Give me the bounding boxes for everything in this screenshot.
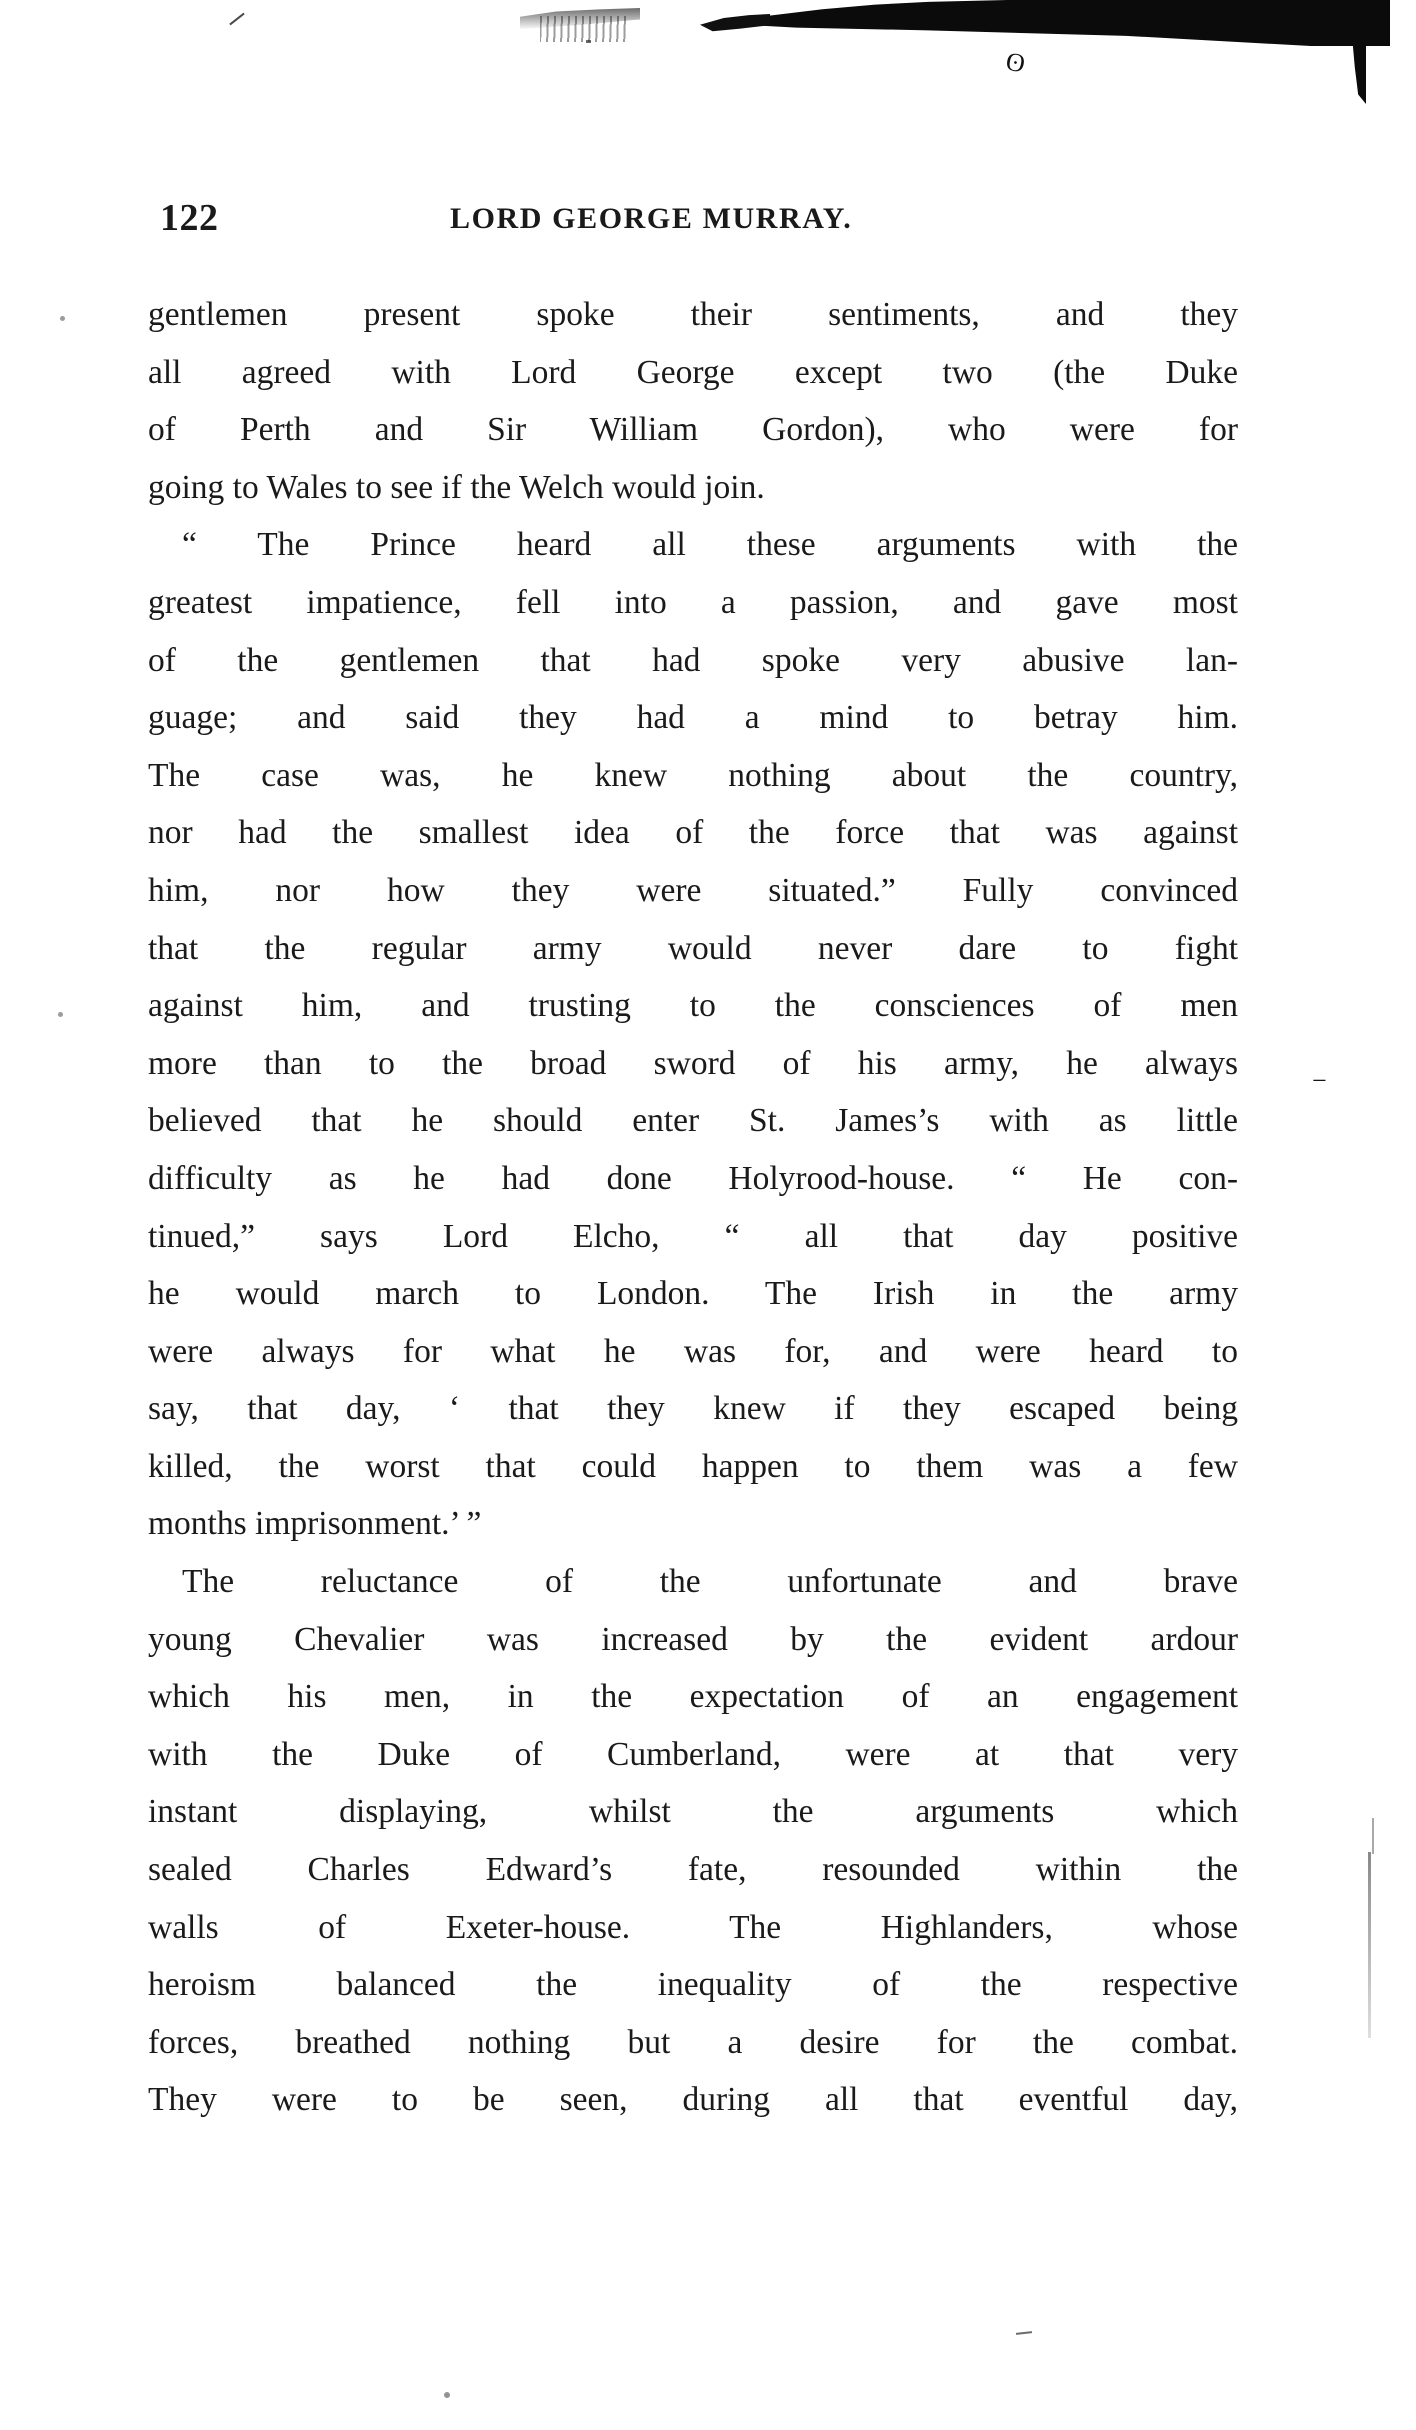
- text-line: walls of Exeter-house. The Highlanders, whose: [148, 1908, 1238, 1946]
- paragraph: [148, 1553, 1238, 2129]
- text-line: were always for what he was for, and were heard to: [148, 1332, 1238, 1370]
- handwritten-mark-icon: ʘ: [1003, 46, 1028, 79]
- scan-speck-icon: [60, 316, 65, 321]
- ink-blob-tail-icon: [1352, 36, 1366, 104]
- text-line: that the regular army would never dare to fight: [148, 929, 1238, 967]
- text-line: months imprisonment.’ ”: [148, 1505, 482, 1543]
- scan-speck-icon: [586, 40, 591, 43]
- scan-speck-icon: [444, 2392, 450, 2398]
- text-line: They were to be seen, during all that eventful day,: [148, 2081, 1238, 2119]
- paragraph: [148, 516, 1238, 1553]
- text-line: sealed Charles Edward’s fate, resounded within the: [148, 1851, 1238, 1889]
- text-line: nor had the smallest idea of the force that was against: [148, 814, 1238, 852]
- text-line: instant displaying, whilst the arguments which: [148, 1793, 1238, 1831]
- text-line: going to Wales to see if the Welch would join.: [148, 468, 765, 506]
- text-line: believed that he should enter St. James’s with as little: [148, 1102, 1238, 1140]
- text-line: of Perth and Sir William Gordon), who were for: [148, 411, 1238, 449]
- text-line: [148, 1553, 1238, 1611]
- scan-speck-icon: [1016, 2331, 1032, 2335]
- scan-tick-icon: [229, 13, 244, 26]
- text-line: The case was, he knew nothing about the country,: [148, 756, 1238, 794]
- text-line: tinued,” says Lord Elcho, “ all that day positive: [148, 1217, 1238, 1255]
- text-line: gentlemen present spoke their sentiments, and they: [148, 296, 1238, 333]
- paragraph: [148, 286, 1238, 516]
- text-line: all agreed with Lord George except two (the Duke: [148, 353, 1238, 391]
- text-line: against him, and trusting to the consciences of men: [148, 987, 1238, 1025]
- text-line-content: “ The Prince heard all these arguments with the: [182, 526, 1238, 564]
- text-line: guage; and said they had a mind to betray him.: [148, 699, 1238, 737]
- text-line: young Chevalier was increased by the evident ardour: [148, 1620, 1238, 1658]
- ink-spur-icon: [700, 14, 770, 32]
- text-line: forces, breathed nothing but a desire for the combat.: [148, 2023, 1238, 2061]
- scan-streak-icon: [540, 16, 630, 42]
- margin-mark-icon: −: [1312, 1066, 1327, 1095]
- margin-edge-shadow: [1368, 1852, 1371, 2038]
- body-text: [148, 286, 1238, 2129]
- scan-edge-artifacts: [0, 0, 1416, 120]
- text-line: which his men, in the expectation of an engagement: [148, 1678, 1238, 1716]
- text-line-content: The reluctance of the unfortunate and brave: [182, 1563, 1238, 1601]
- text-line: greatest impatience, fell into a passion, and gave most: [148, 583, 1238, 621]
- text-line: him, nor how they were situated.” Fully convinced: [148, 871, 1238, 909]
- text-line: killed, the worst that could happen to them was a few: [148, 1447, 1238, 1485]
- text-line: with the Duke of Cumberland, were at that very: [148, 1735, 1238, 1773]
- page-title: LORD GEORGE MURRAY.: [450, 202, 853, 235]
- scan-smudge-icon: [520, 8, 640, 30]
- text-line: heroism balanced the inequality of the respective: [148, 1966, 1238, 2004]
- running-head: [160, 196, 1240, 240]
- scan-speck-icon: [58, 1012, 63, 1017]
- ink-blob-icon: [730, 0, 1390, 46]
- text-line: say, that day, ‘ that they knew if they escaped being: [148, 1390, 1238, 1428]
- margin-edge-shadow: [1372, 1818, 1374, 1854]
- text-line: more than to the broad sword of his army, he always: [148, 1044, 1238, 1082]
- text-line: he would march to London. The Irish in the army: [148, 1275, 1238, 1313]
- text-line: difficulty as he had done Holyrood-house. “ He con-: [148, 1159, 1238, 1197]
- text-line: [148, 516, 1238, 574]
- text-line: of the gentlemen that had spoke very abusive lan-: [148, 641, 1238, 679]
- page-number: 122: [160, 197, 219, 239]
